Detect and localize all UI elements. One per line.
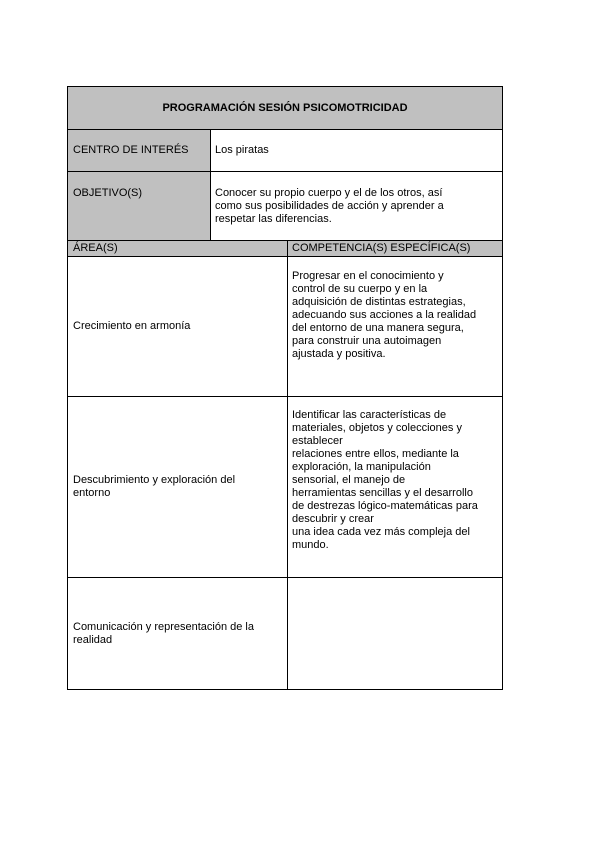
- area-cell: Descubrimiento y exploración del entorno: [73, 474, 236, 499]
- competencia-cell: Progresar en el conocimiento y control de su cuerpo y en la adquisición de distintas estrategias, adecuando sus acciones a la realidad del entorno de una manera segura, para construir una autoimagen ajustada y positiva.: [292, 270, 477, 360]
- competencia-header: COMPETENCIA(S) ESPECÍFICA(S): [292, 242, 471, 254]
- area-cell: Comunicación y representación de la realidad: [73, 620, 254, 646]
- centro-label: CENTRO DE INTERÉS: [73, 144, 189, 156]
- area-cell: Crecimiento en armonía: [73, 320, 191, 332]
- objetivo-label-cell: [67, 171, 211, 241]
- form-title: PROGRAMACIÓN SESIÓN PSICOMOTRICIDAD: [162, 101, 408, 114]
- area-header: ÁREA(S): [73, 242, 118, 254]
- objetivo-value: Conocer su propio cuerpo y el de los otros, así como sus posibilidades de acción y aprender a respetar las diferencias.: [215, 187, 444, 225]
- objetivo-label: OBJETIVO(S): [73, 187, 143, 199]
- competencia-cell-box: [287, 577, 503, 690]
- competencia-cell: Identificar las características de materiales, objetos y colecciones y establecer relaciones entre ellos, mediante la exploración, la manipulación sensorial, el manejo de herramientas sencillas y el desarrollo de destrezas lógico-matemáticas para descubrir y crear una idea cada vez más compleja del mundo.: [292, 409, 478, 551]
- centro-value: Los piratas: [215, 144, 269, 156]
